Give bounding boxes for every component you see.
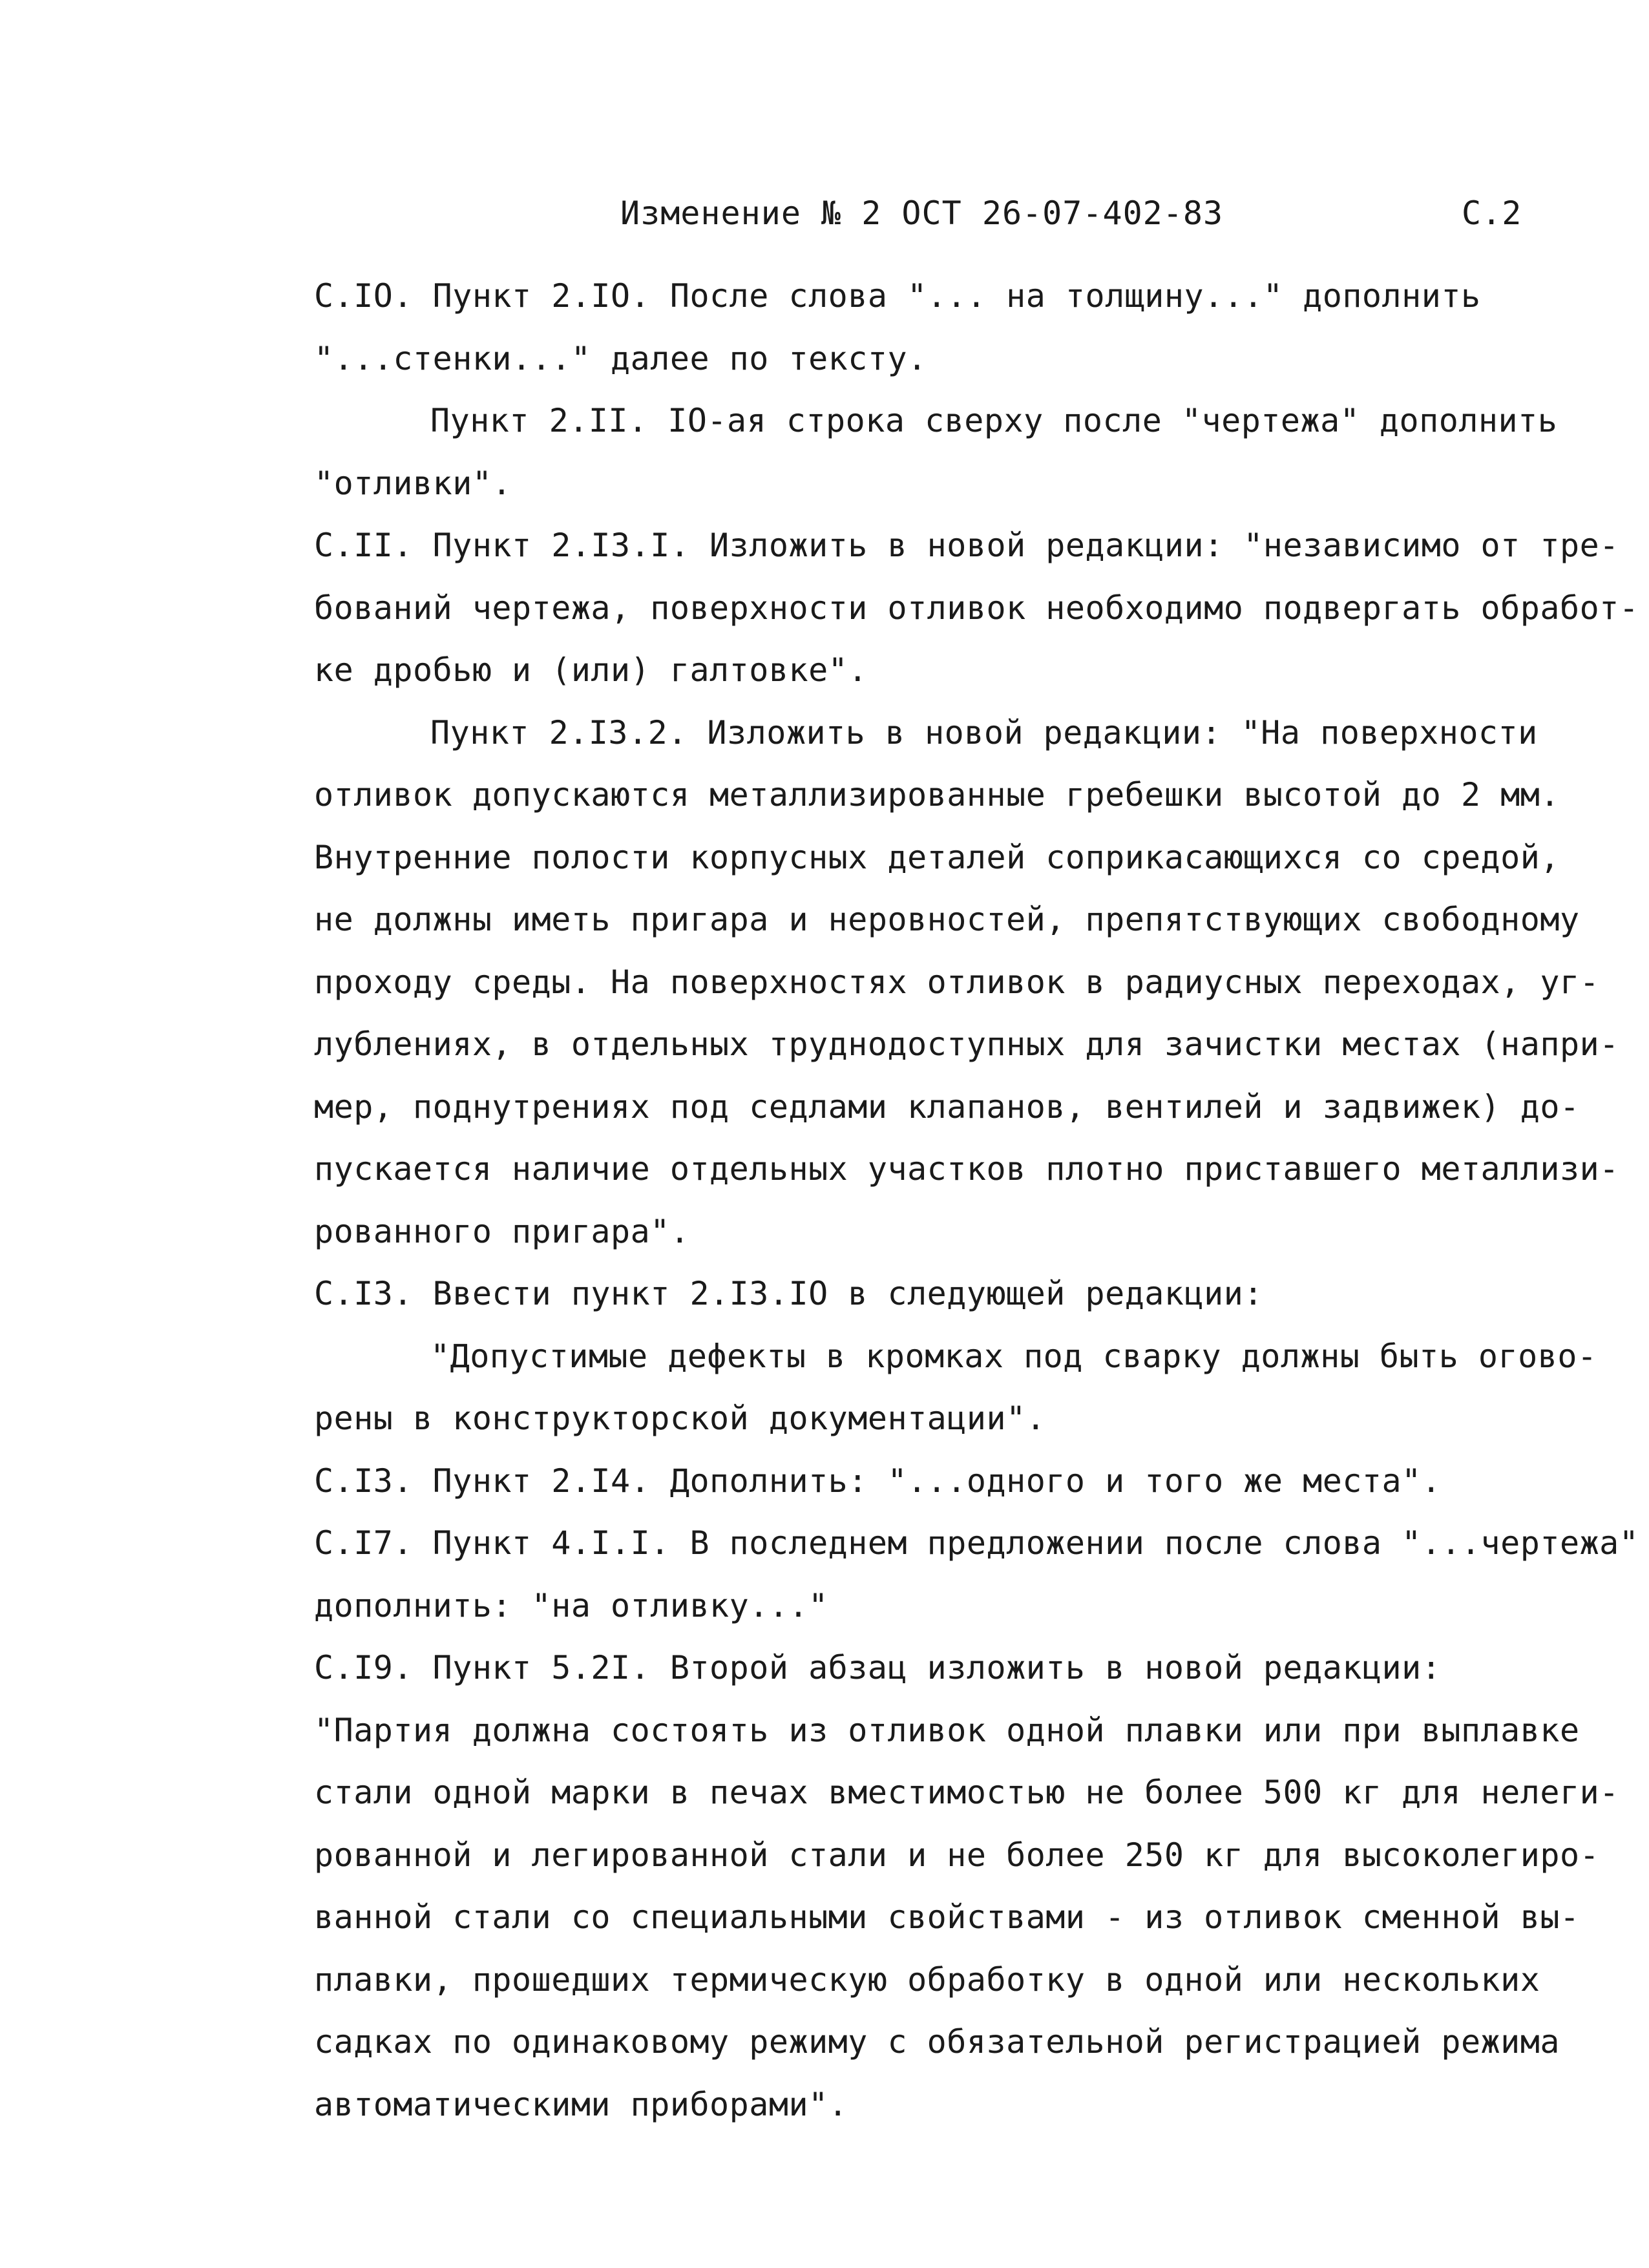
text-line: рены в конструкторской документации". xyxy=(314,1400,1046,1437)
text-line: С.II. Пункт 2.I3.I. Изложить в новой редакции: "независимо от тре- xyxy=(314,527,1619,564)
text-line: садках по одинаковому режиму с обязательной регистрацией режима xyxy=(314,2023,1560,2061)
text-line: "Допустимые дефекты в кромках под сварку должны быть огово- xyxy=(430,1337,1597,1375)
page-header xyxy=(0,187,1649,239)
text-line: С.IO. Пункт 2.IO. После слова "... на толщину..." дополнить xyxy=(314,277,1481,315)
text-line: рованной и легированной стали и не более 250 кг для высоколегиро- xyxy=(314,1836,1600,1874)
text-line: "Партия должна состоять из отливок одной плавки или при выплавке xyxy=(314,1711,1580,1749)
text-line: бований чертежа, поверхности отливок необходимо подвергать обработ- xyxy=(314,589,1639,627)
text-line: Пункт 2.II. IO-ая строка сверху после "чертежа" дополнить xyxy=(430,402,1558,439)
text-line: дополнить: "на отливку..." xyxy=(314,1586,828,1624)
text-line: не должны иметь пригара и неровностей, препятствующих свободному xyxy=(314,901,1580,938)
text-line: стали одной марки в печах вместимостью не более 500 кг для нелеги- xyxy=(314,1774,1619,1811)
document-body xyxy=(314,265,1639,2136)
text-line: проходу среды. На поверхностях отливок в радиусных переходах, уг- xyxy=(314,963,1600,1001)
text-line: мер, поднутрениях под седлами клапанов, вентилей и задвижек) до- xyxy=(314,1087,1580,1126)
text-line: автоматическими приборами". xyxy=(314,2085,848,2123)
page-number: С.2 xyxy=(1462,194,1522,232)
text-line: "отливки". xyxy=(314,464,512,502)
text-line: "...стенки..." далее по тексту. xyxy=(314,339,927,377)
text-line: С.I3. Ввести пункт 2.I3.IO в следующей редакции: xyxy=(314,1275,1263,1312)
document-title: Изменение № 2 ОСТ 26-07-402-83 xyxy=(620,194,1224,232)
text-line: ке дробью и (или) галтовке". xyxy=(314,651,868,689)
text-line: лублениях, в отдельных труднодоступных для зачистки местах (напри- xyxy=(314,1025,1619,1063)
text-line: ванной стали со специальными свойствами - из отливок сменной вы- xyxy=(314,1898,1580,1936)
text-line: пускается наличие отдельных участков плотно приставшего металлизи- xyxy=(314,1150,1619,1188)
text-line: плавки, прошедших термическую обработку в одной или нескольких xyxy=(314,1960,1540,1999)
text-line: Пункт 2.I3.2. Изложить в новой редакции: "На поверхности xyxy=(430,713,1538,751)
text-line: С.I3. Пункт 2.I4. Дополнить: "...одного и того же места". xyxy=(314,1462,1442,1500)
text-line: С.I9. Пункт 5.2I. Второй абзац изложить в новой редакции: xyxy=(314,1649,1442,1686)
text-line: рованного пригара". xyxy=(314,1212,690,1250)
text-line: отливок допускаются металлизированные гребешки высотой до 2 мм. xyxy=(314,776,1560,814)
text-line: С.I7. Пункт 4.I.I. В последнем предложении после слова "...чертежа" xyxy=(314,1524,1639,1562)
text-line: Внутренние полости корпусных деталей соприкасающихся со средой, xyxy=(314,838,1560,876)
